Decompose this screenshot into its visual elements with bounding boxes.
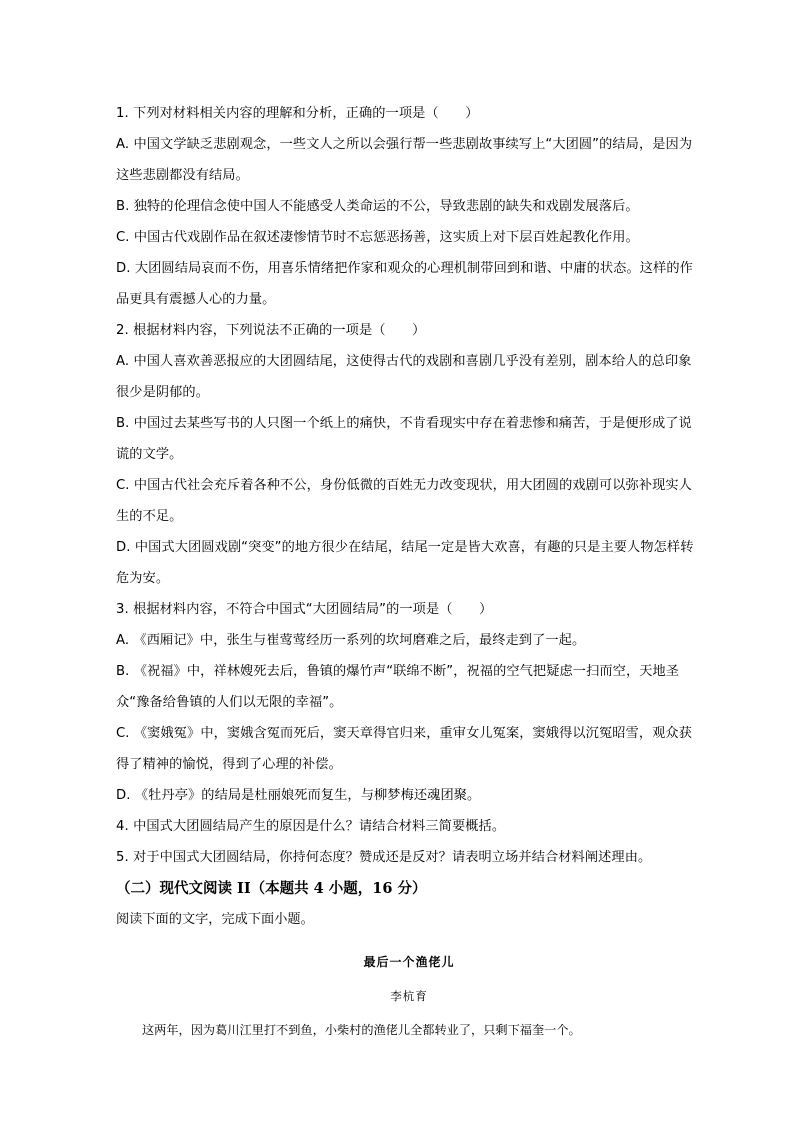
question-stem: 2. 根据材料内容，下列说法不正确的一项是（ ） — [116, 323, 426, 338]
option-d: D. 中国式大团圆戏剧“突变”的地方很少在结尾，结尾一定是皆大欢喜，有趣的只是主要人物怎样转危为安。 — [116, 540, 694, 586]
option-a: A. 中国人喜欢善恶报应的大团圆结尾，这使得古代的戏剧和喜剧几乎没有差别，剧本给人的总印象很少是阴郁的。 — [116, 354, 692, 400]
option-b: B. 《祝福》中，祥林嫂死去后，鲁镇的爆竹声“联绵不断”，祝福的空气把疑虑一扫而空，天地圣众“豫备给鲁镇的人们以无限的幸福”。 — [116, 664, 680, 710]
story-author: 李杭育 — [390, 989, 428, 1003]
option-c: C. 中国古代戏剧作品在叙述凄惨情节时不忘惩恶扬善，这实质上对下层百姓起教化作用。 — [116, 230, 639, 245]
question-3 — [116, 594, 702, 811]
option-b: B. 独特的伦理信念使中国人不能感受人类命运的不公，导致悲剧的缺失和戏剧发展落后。 — [116, 199, 639, 214]
option-a: A. 中国文学缺乏悲剧观念，一些文人之所以会强行帮一些悲剧故事续写上“大团圆”的结局，是因为这些悲剧都没有结局。 — [116, 137, 693, 183]
question-4 — [116, 811, 702, 842]
question-5 — [116, 842, 702, 873]
question-1 — [116, 98, 702, 315]
option-d: D. 大团圆结局哀而不伤，用喜乐情绪把作家和观众的心理机制带回到和谐、中庸的状态。这样的作品更具有震撼人心的力量。 — [116, 261, 693, 307]
page-content — [116, 98, 702, 1041]
option-d: D. 《牡丹亭》的结局是杜丽娘死而复生，与柳梦梅还魂团聚。 — [116, 788, 481, 803]
section-instruction: 阅读下面的文字，完成下面小题。 — [116, 912, 314, 927]
option-b: B. 中国过去某些写书的人只图一个纸上的痛快，不肯看现实中存在着悲惨和痛苦，于是便形成了说谎的文学。 — [116, 416, 692, 462]
section-title: （二）现代文阅读 II（本题共 4 小题，16 分） — [116, 880, 427, 897]
question-stem: 5. 对于中国式大团圆结局，你持何态度？赞成还是反对？请表明立场并结合材料阐述理由。 — [116, 850, 652, 865]
question-2 — [116, 315, 702, 594]
story-title: 最后一个渔佬儿 — [363, 955, 455, 969]
question-stem: 1. 下列对材料相关内容的理解和分析，正确的一项是（ ） — [116, 106, 479, 121]
option-a: A. 《西厢记》中，张生与崔莺莺经历一系列的坎坷磨难之后，最终走到了一起。 — [116, 633, 586, 648]
option-c: C. 《窦娥冤》中，窦娥含冤而死后，窦天章得官归来，重审女儿冤案，窦娥得以沉冤昭雪，观众获得了精神的愉悦，得到了心理的补偿。 — [116, 726, 692, 772]
option-c: C. 中国古代社会充斥着各种不公，身份低微的百姓无力改变现状，用大团圆的戏剧可以弥补现实人生的不足。 — [116, 478, 692, 524]
question-stem: 4. 中国式大团圆结局产生的原因是什么？请结合材料三简要概括。 — [116, 819, 506, 834]
question-stem: 3. 根据材料内容，不符合中国式“大团圆结局”的一项是（ ） — [116, 602, 493, 617]
story-paragraph: 这两年，因为葛川江里打不到鱼，小柴村的渔佬儿全都转业了，只剩下福奎一个。 — [142, 1023, 581, 1037]
